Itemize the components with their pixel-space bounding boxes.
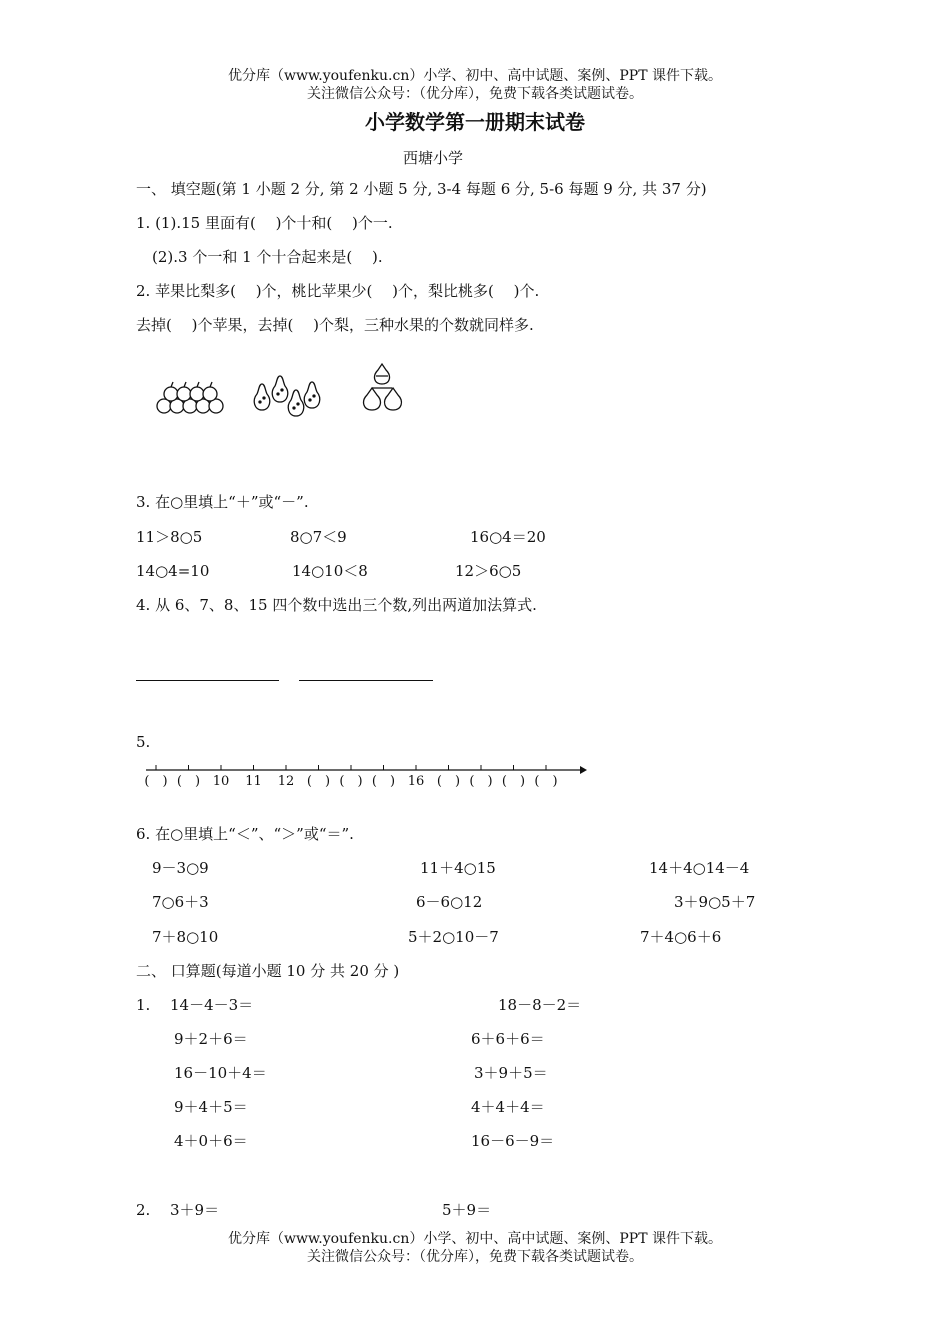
number-line-label: ( ) bbox=[436, 774, 461, 789]
q5-label: 5. bbox=[136, 733, 151, 751]
number-line-label: ( ) bbox=[501, 774, 526, 789]
number-line-label: ( ) bbox=[144, 774, 168, 789]
calc-item: 4＋4＋4＝ bbox=[471, 1098, 545, 1116]
q3-item: 14○10＜8 bbox=[292, 562, 368, 580]
peach-group-icon bbox=[364, 364, 402, 410]
q2-line1: 2. 苹果比梨多( )个，桃比苹果少( )个，梨比桃多( )个. bbox=[136, 282, 540, 300]
q6-item: 7＋4○6＋6 bbox=[640, 928, 722, 946]
number-line-label: 12 bbox=[277, 774, 295, 789]
q3-item: 8○7＜9 bbox=[290, 528, 347, 546]
q6-prompt: 6. 在○里填上“＜”、“＞”或“＝”. bbox=[136, 825, 354, 843]
number-line-arrow-icon bbox=[580, 766, 587, 774]
pear-group-icon bbox=[254, 376, 319, 416]
number-line-label: 11 bbox=[245, 774, 262, 789]
q1-part1: 1. (1).15 里面有( )个十和( )个一. bbox=[136, 214, 393, 232]
answer-blank-1[interactable] bbox=[136, 679, 279, 681]
calc-item: 9＋4＋5＝ bbox=[174, 1098, 248, 1116]
calc-item: 4＋0＋6＝ bbox=[174, 1132, 248, 1150]
section1-heading: 一、 填空题(第 1 小题 2 分, 第 2 小题 5 分, 3-4 每题 6 分, 5-6 每题 9 分, 共 37 分) bbox=[136, 180, 707, 198]
header-line-1: 优分库（www.youfenku.cn）小学、初中、高中试题、案例、PPT 课件下载。 bbox=[227, 68, 722, 84]
q6-item: 14＋4○14－4 bbox=[649, 859, 750, 877]
q3-prompt: 3. 在○里填上“＋”或“－”. bbox=[136, 493, 309, 511]
number-line-label: ( ) bbox=[371, 774, 396, 789]
q3-item: 12＞6○5 bbox=[455, 562, 522, 580]
calc-item: 3＋9＝ bbox=[170, 1201, 220, 1219]
number-line-label: 16 bbox=[407, 774, 425, 789]
header-line-2: 关注微信公众号：（优分库），免费下载各类试题试卷。 bbox=[307, 86, 643, 102]
calc-item: 14－4－3＝ bbox=[170, 996, 254, 1014]
number-line-label: ( ) bbox=[534, 774, 558, 789]
q6-item: 11＋4○15 bbox=[420, 859, 496, 877]
calc-item: 5＋9＝ bbox=[442, 1201, 492, 1219]
q6-item: 9－3○9 bbox=[152, 859, 209, 877]
calc-item: 6＋6＋6＝ bbox=[471, 1030, 545, 1048]
calc-item: 18－8－2＝ bbox=[498, 996, 582, 1014]
answer-blank-2[interactable] bbox=[299, 679, 433, 681]
q6-item: 7○6＋3 bbox=[152, 893, 209, 911]
q3-item: 11＞8○5 bbox=[136, 528, 203, 546]
number-line-label: 10 bbox=[212, 774, 230, 789]
q1-part2: (2).3 个一和 1 个十合起来是( ). bbox=[152, 248, 383, 266]
q6-item: 7＋8○10 bbox=[152, 928, 219, 946]
q3-item: 14○4=10 bbox=[136, 562, 210, 580]
part2-label: 2. bbox=[136, 1201, 151, 1219]
calc-item: 9＋2＋6＝ bbox=[174, 1030, 248, 1048]
calc-item: 16－6－9＝ bbox=[471, 1132, 555, 1150]
apple-group-icon bbox=[157, 382, 223, 413]
q4-prompt: 4. 从 6、7、8、15 四个数中选出三个数,列出两道加法算式. bbox=[136, 596, 537, 614]
calc-item: 16－10＋4＝ bbox=[174, 1064, 267, 1082]
part1-label: 1. bbox=[136, 996, 151, 1014]
q6-item: 3＋9○5＋7 bbox=[674, 893, 756, 911]
number-line-label: ( ) bbox=[176, 774, 201, 789]
calc-item: 3＋9＋5＝ bbox=[474, 1064, 548, 1082]
footer-line-2: 关注微信公众号：（优分库），免费下载各类试题试卷。 bbox=[307, 1249, 643, 1265]
q2-line2: 去掉( )个苹果，去掉( )个梨，三种水果的个数就同样多. bbox=[136, 316, 534, 334]
fruit-illustration bbox=[150, 362, 420, 422]
number-line-label: ( ) bbox=[469, 774, 493, 789]
q6-item: 6－6○12 bbox=[416, 893, 483, 911]
school-name: 西塘小学 bbox=[402, 149, 463, 167]
page-title: 小学数学第一册期末试卷 bbox=[365, 110, 585, 134]
footer-line-1: 优分库（www.youfenku.cn）小学、初中、高中试题、案例、PPT 课件下载。 bbox=[227, 1231, 722, 1247]
number-line-label: ( ) bbox=[339, 774, 363, 789]
section2-heading: 二、 口算题(每道小题 10 分 共 20 分 ) bbox=[136, 962, 400, 980]
q6-item: 5＋2○10－7 bbox=[408, 928, 499, 946]
q3-item: 16○4＝20 bbox=[470, 528, 546, 546]
number-line-label: ( ) bbox=[306, 774, 331, 789]
